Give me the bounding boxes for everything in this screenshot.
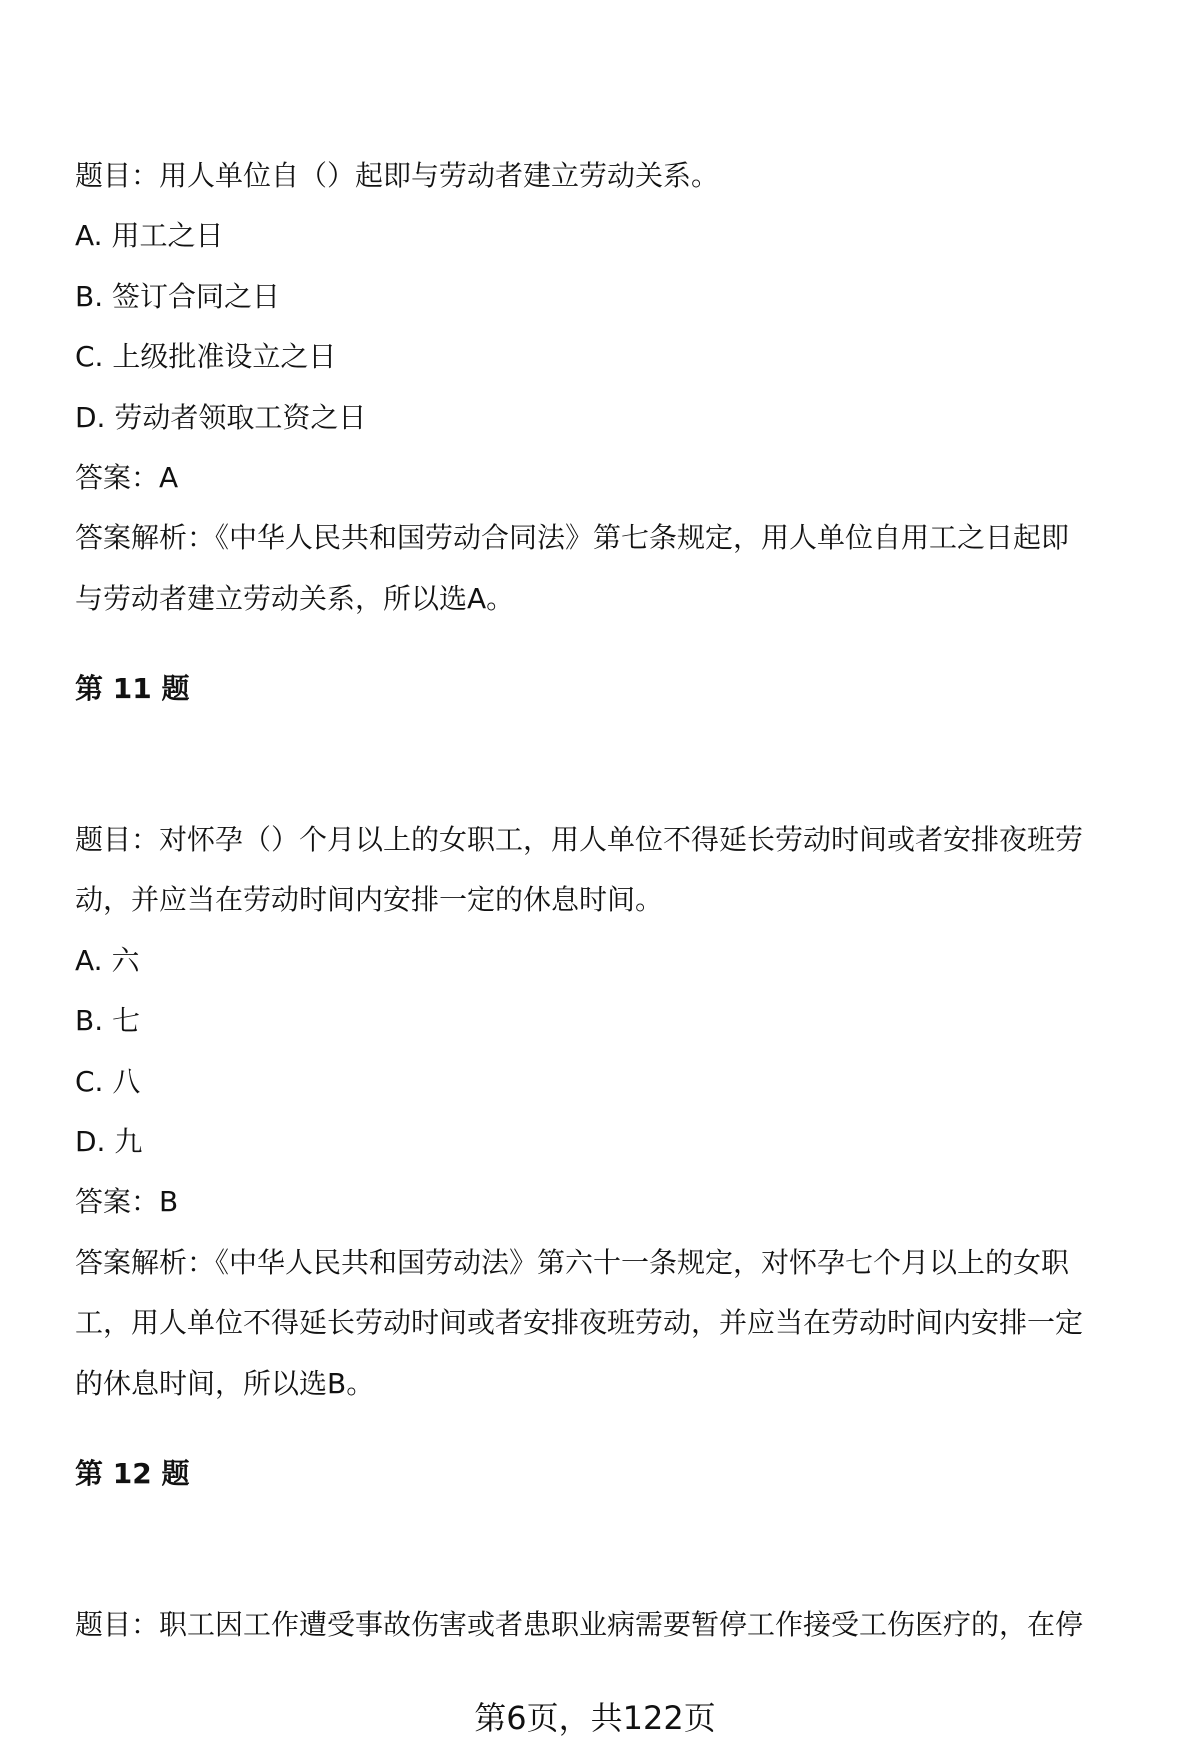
q11-option-b: B. 七	[75, 1004, 141, 1037]
q10-option-a: A. 用工之日	[75, 219, 224, 252]
q11-analysis-line-1: 答案解析：《中华人民共和国劳动法》第六十一条规定，对怀孕七个月以上的女职	[75, 1246, 1070, 1279]
q10-option-c: C. 上级批准设立之日	[75, 340, 337, 373]
q10-option-b: B. 签订合同之日	[75, 280, 281, 313]
q11-option-a: A. 六	[75, 944, 140, 977]
q11-question-line-2: 动，并应当在劳动时间内安排一定的休息时间。	[75, 883, 664, 916]
q11-answer: 答案：B	[75, 1185, 179, 1218]
q11-question-line-1: 题目：对怀孕（）个月以上的女职工，用人单位不得延长劳动时间或者安排夜班劳	[75, 823, 1084, 856]
q11-heading: 第 11 题	[75, 672, 190, 705]
q10-analysis-line-2: 与劳动者建立劳动关系，所以选A。	[75, 582, 515, 615]
q11-option-c: C. 八	[75, 1065, 141, 1098]
q11-analysis-line-2: 工，用人单位不得延长劳动时间或者安排夜班劳动，并应当在劳动时间内安排一定	[75, 1306, 1084, 1339]
q12-heading: 第 12 题	[75, 1457, 190, 1490]
q10-question: 题目：用人单位自（）起即与劳动者建立劳动关系。	[75, 159, 720, 192]
page-number-footer: 第6页，共122页	[474, 1699, 716, 1737]
q11-analysis-line-3: 的休息时间，所以选B。	[75, 1367, 375, 1400]
q10-analysis-line-1: 答案解析：《中华人民共和国劳动合同法》第七条规定，用人单位自用工之日起即	[75, 521, 1070, 554]
q12-question-line-1: 题目：职工因工作遭受事故伤害或者患职业病需要暂停工作接受工伤医疗的，在停	[75, 1608, 1084, 1641]
q10-option-d: D. 劳动者领取工资之日	[75, 401, 367, 434]
q10-answer: 答案：A	[75, 461, 179, 494]
q11-option-d: D. 九	[75, 1125, 143, 1158]
